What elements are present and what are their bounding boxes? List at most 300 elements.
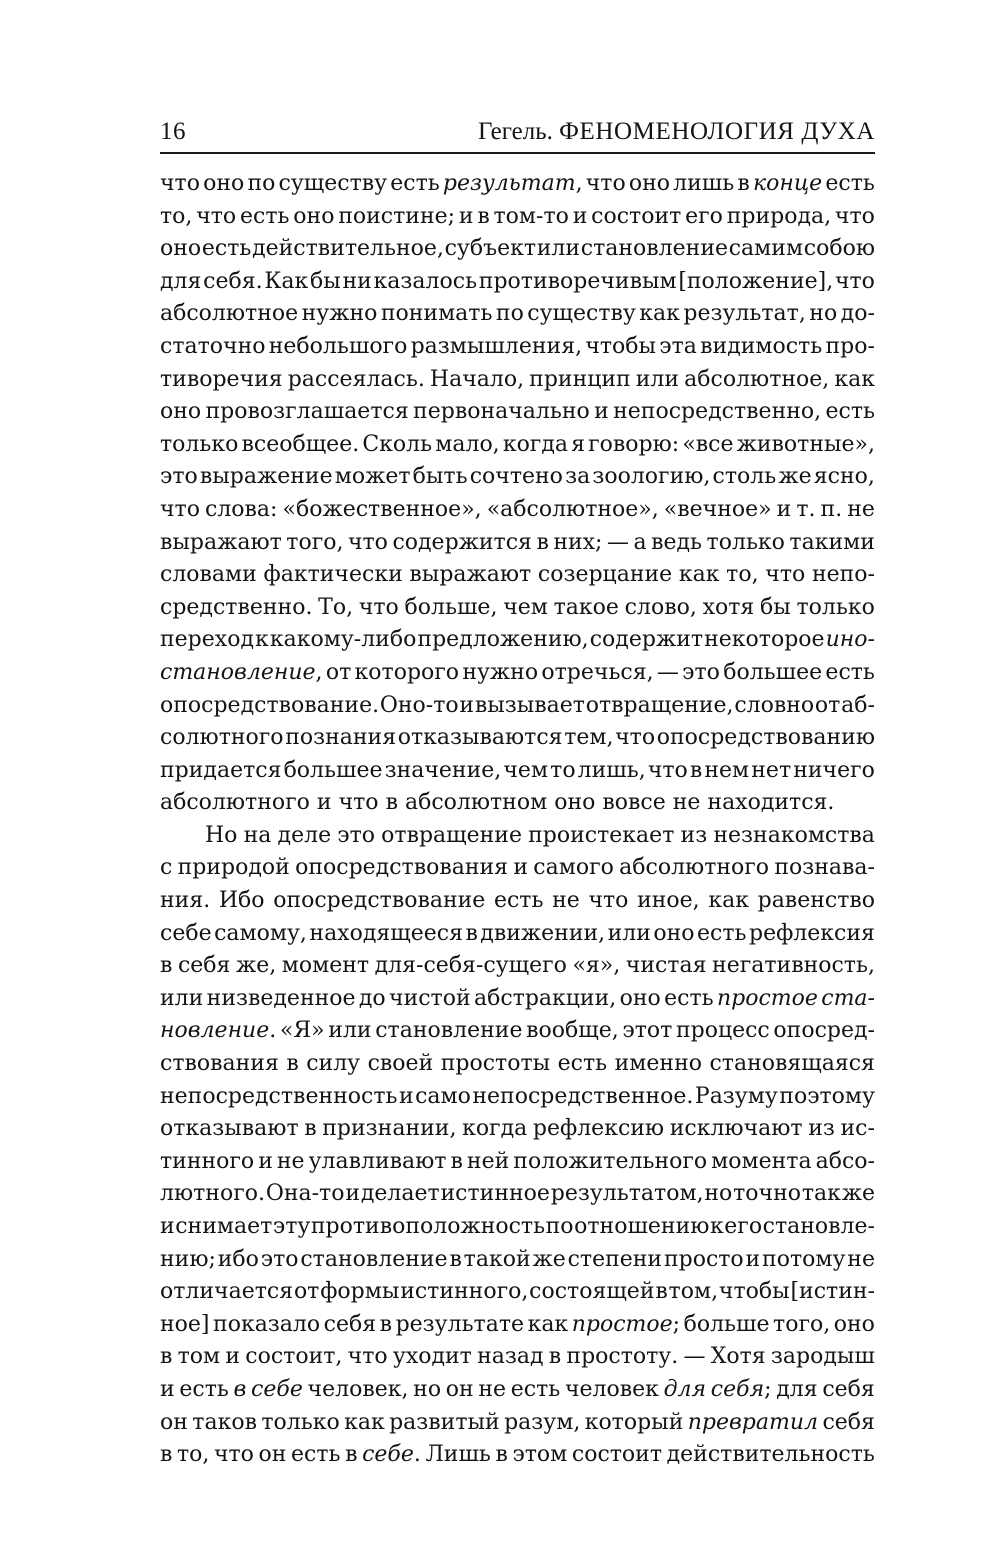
word: простое; xyxy=(571,1311,681,1337)
word: его xyxy=(685,203,723,229)
word: развитый xyxy=(389,1409,500,1435)
text-line xyxy=(160,201,875,234)
word: находящееся xyxy=(309,920,463,946)
word: положительного xyxy=(513,1148,708,1174)
word: что xyxy=(585,171,626,196)
text-line xyxy=(160,396,875,429)
word: для xyxy=(160,268,202,294)
word: из xyxy=(680,822,708,848)
word: или xyxy=(160,985,204,1011)
word: до xyxy=(358,985,386,1011)
word: может xyxy=(334,464,411,490)
word: низведенное xyxy=(206,985,356,1011)
running-header xyxy=(160,112,875,154)
word: непосредственно, xyxy=(613,399,822,425)
word: своей xyxy=(367,1051,434,1077)
word: что xyxy=(358,594,399,620)
word: мало, xyxy=(435,431,500,457)
word: такими xyxy=(789,529,875,555)
word: переход xyxy=(160,627,254,653)
word: из xyxy=(808,1116,835,1142)
word: когда xyxy=(502,431,568,457)
word: как xyxy=(639,301,680,327)
word: Как xyxy=(264,268,309,294)
word: чистая xyxy=(625,953,707,979)
book-page xyxy=(160,112,875,1472)
word xyxy=(753,168,822,201)
word xyxy=(826,624,875,657)
word: том, xyxy=(668,1279,719,1305)
word: результатом, xyxy=(550,1181,704,1207)
word: силу xyxy=(306,1051,361,1077)
word: что xyxy=(588,888,629,914)
word: существу xyxy=(527,301,636,327)
word: что xyxy=(615,725,656,751)
word: или xyxy=(607,920,651,946)
word: делает xyxy=(360,1181,440,1207)
word: природой xyxy=(177,855,290,881)
word: такой xyxy=(463,1246,531,1272)
word: ясно, xyxy=(813,464,875,490)
text-line xyxy=(160,1374,875,1407)
word: оно xyxy=(203,171,245,196)
text-line xyxy=(160,1113,875,1146)
word: он xyxy=(258,1442,287,1468)
word: движении, xyxy=(480,920,606,946)
italic-text: результат xyxy=(442,171,576,196)
word: истинное xyxy=(440,1181,550,1207)
word: не xyxy=(552,888,580,914)
word: собою xyxy=(803,236,875,262)
word xyxy=(251,1374,303,1407)
italic-text: себя xyxy=(710,1376,765,1402)
word: себя. xyxy=(203,268,263,294)
word: отношению xyxy=(574,1214,710,1239)
word: же xyxy=(841,1181,875,1207)
italic-text: себе xyxy=(362,1442,414,1468)
word: того, xyxy=(286,529,344,555)
word: оно xyxy=(160,236,202,262)
word: «Я» xyxy=(279,1018,325,1044)
word: в xyxy=(548,1344,562,1370)
word: ней xyxy=(466,1148,510,1174)
word: провозглашается xyxy=(205,399,409,425)
word: это xyxy=(337,822,375,848)
word: сочтено xyxy=(469,464,563,490)
italic-text: конце xyxy=(752,171,823,196)
word: какому-либо xyxy=(269,627,417,653)
text-line xyxy=(160,494,875,527)
word: действительное, xyxy=(252,236,444,262)
text-line xyxy=(160,820,875,853)
word: чем xyxy=(503,757,549,783)
word: простоту. xyxy=(566,1344,679,1370)
word: бы xyxy=(309,268,341,294)
word: и xyxy=(458,203,474,229)
word: есть xyxy=(291,1442,341,1468)
word: есть xyxy=(390,171,440,196)
word: словно xyxy=(734,692,815,718)
word: уходит xyxy=(392,1344,472,1370)
text-line xyxy=(160,983,875,1016)
word: рефлексия xyxy=(748,920,875,946)
word: ничего xyxy=(793,757,875,783)
word: которого xyxy=(354,659,460,685)
word: нужно xyxy=(301,301,378,327)
text-line xyxy=(160,461,875,494)
word: есть xyxy=(697,920,747,946)
word: исключают xyxy=(669,1116,803,1142)
word: есть xyxy=(179,1376,229,1402)
word: лишь xyxy=(673,171,735,196)
word: оно xyxy=(554,790,596,816)
page-number: 16 xyxy=(160,118,186,145)
word: противоречивым xyxy=(478,268,677,294)
word: что xyxy=(347,1344,388,1370)
italic-text: себе xyxy=(251,1376,303,1402)
word: момента xyxy=(711,1148,812,1174)
text-line xyxy=(160,364,875,397)
word: размышления, xyxy=(410,333,583,359)
word: — xyxy=(683,1344,706,1370)
word: чем xyxy=(503,594,548,620)
italic-text: в xyxy=(233,1376,247,1402)
word: первоначально xyxy=(413,399,590,425)
word: не xyxy=(847,1246,875,1272)
word: самому, xyxy=(214,920,307,946)
word: разум, xyxy=(504,1409,581,1435)
word: по xyxy=(495,301,524,327)
italic-text: для xyxy=(663,1376,707,1402)
word: есть xyxy=(510,1376,561,1402)
word: Разуму xyxy=(694,1083,778,1109)
word: принцип xyxy=(529,366,631,392)
word: этом xyxy=(512,1442,568,1468)
text-line xyxy=(160,755,875,788)
word: некоторое xyxy=(704,627,825,653)
word: рефлексию xyxy=(532,1116,665,1142)
word: до- xyxy=(840,301,875,327)
word: быть xyxy=(412,464,468,490)
word: в xyxy=(477,203,490,229)
word: отречься, xyxy=(541,659,654,685)
word: в xyxy=(449,1246,462,1272)
text-line xyxy=(160,1341,875,1374)
word: Ибо xyxy=(218,888,265,914)
word: это xyxy=(260,1246,299,1272)
word: же, xyxy=(235,953,277,979)
word: противоположность xyxy=(310,1214,546,1239)
word: хотя xyxy=(702,594,755,620)
word: от xyxy=(293,1279,320,1305)
word: самого xyxy=(533,855,614,881)
word: нию; xyxy=(160,1246,216,1272)
word: от xyxy=(325,659,352,685)
word: становление, xyxy=(160,659,323,685)
word: чтобы xyxy=(585,333,657,359)
word: состоящей xyxy=(529,1279,655,1305)
word: «все xyxy=(682,431,734,457)
word: слово, xyxy=(624,594,697,620)
word: и xyxy=(160,1376,175,1402)
text-line xyxy=(160,298,875,331)
word: за xyxy=(565,464,591,490)
word: про- xyxy=(825,333,875,359)
word: но xyxy=(413,1376,442,1402)
word: что xyxy=(765,562,806,588)
word: на xyxy=(243,822,272,848)
text-line xyxy=(160,690,875,723)
word: как xyxy=(527,1311,569,1337)
word: оно xyxy=(628,171,671,196)
word: поэтому xyxy=(779,1083,875,1109)
word: или xyxy=(635,366,680,392)
text-line xyxy=(160,331,875,364)
word: это xyxy=(160,464,198,490)
word: с xyxy=(160,855,173,881)
word: действительность xyxy=(666,1442,875,1468)
word: и xyxy=(258,1148,273,1174)
paragraph xyxy=(160,168,875,820)
word: средственно. xyxy=(160,594,313,620)
word: а xyxy=(633,529,647,555)
word: столь xyxy=(712,464,777,490)
word: же xyxy=(778,464,812,490)
word: что xyxy=(347,529,388,555)
word: только xyxy=(796,594,875,620)
word: незнакомства xyxy=(713,822,875,848)
word: предложению, xyxy=(417,627,589,653)
word: всеобщее. xyxy=(241,431,360,457)
word: он xyxy=(445,1376,474,1402)
word: казалось xyxy=(373,268,478,294)
word: отказывают xyxy=(160,1116,299,1142)
word: и xyxy=(345,1181,360,1207)
word: находится. xyxy=(707,790,835,816)
word: не xyxy=(847,496,875,522)
word: как xyxy=(708,888,749,914)
word: что xyxy=(160,496,200,522)
word: опосред- xyxy=(773,1018,875,1044)
word: в xyxy=(465,920,478,946)
word: что xyxy=(647,757,688,783)
word: то, xyxy=(176,1442,210,1468)
word: вызывает xyxy=(474,692,585,718)
word: результате xyxy=(395,1311,525,1337)
word: но xyxy=(704,1181,733,1207)
word: содержится xyxy=(392,529,532,555)
text-line xyxy=(160,1439,875,1472)
word: абсолютного xyxy=(160,790,310,816)
word: опосредствование xyxy=(273,888,486,914)
word: познания xyxy=(285,725,397,751)
word: что xyxy=(196,203,237,229)
word: больше xyxy=(683,1311,770,1337)
word: и xyxy=(745,1246,761,1272)
word: себе xyxy=(160,920,212,946)
word: Начало, xyxy=(429,366,525,392)
text-line xyxy=(160,885,875,918)
word: момент xyxy=(281,953,370,979)
text-line xyxy=(160,559,875,592)
word: абсо- xyxy=(815,1148,875,1174)
word: только xyxy=(706,529,785,555)
word: признании, xyxy=(322,1116,457,1142)
word: нужно xyxy=(462,659,539,685)
word: есть xyxy=(201,236,252,262)
word: и xyxy=(160,1214,175,1239)
word: абсолютном xyxy=(404,790,548,816)
word: Сколь xyxy=(362,431,433,457)
word: Лишь xyxy=(425,1442,491,1468)
word: состоит xyxy=(571,1442,663,1468)
word: ибо xyxy=(217,1246,259,1272)
word: что xyxy=(834,203,875,229)
word: непосредственность xyxy=(160,1083,398,1109)
word: выражают xyxy=(160,529,282,555)
text-line xyxy=(160,1244,875,1277)
word: который xyxy=(584,1409,684,1435)
italic-text: простое xyxy=(571,1311,673,1337)
word: его xyxy=(724,1214,763,1239)
word: нет xyxy=(751,757,792,783)
word: абсолютное xyxy=(160,301,299,327)
word: ния. xyxy=(160,888,211,914)
word: фактически xyxy=(263,562,403,588)
word: в xyxy=(379,1311,393,1337)
word: себя xyxy=(177,953,231,979)
word: состоит xyxy=(591,203,682,229)
word: что xyxy=(338,790,379,816)
word: абсолютное, xyxy=(684,366,830,392)
author-name: Гегель. xyxy=(478,118,553,145)
word: таков xyxy=(192,1409,257,1435)
word: не xyxy=(672,790,701,816)
word xyxy=(717,983,818,1016)
text-line xyxy=(160,1048,875,1081)
word: оно xyxy=(653,920,695,946)
word: деле xyxy=(277,822,332,848)
word: — xyxy=(656,659,679,685)
word: То, xyxy=(318,594,354,620)
word: ис- xyxy=(840,1116,875,1142)
word: ведь xyxy=(651,529,703,555)
italic-text: новление xyxy=(160,1018,270,1044)
word: чтобы xyxy=(718,1279,790,1305)
word: говорю: xyxy=(588,431,680,457)
text-line xyxy=(160,624,875,657)
word: — xyxy=(606,529,629,555)
word: есть xyxy=(664,985,714,1011)
word: большее xyxy=(283,757,383,783)
word: по xyxy=(545,1214,574,1239)
word: «абсолютное», xyxy=(486,496,659,522)
word: том xyxy=(177,1344,221,1370)
word: ни xyxy=(342,268,372,294)
word: назад xyxy=(477,1344,544,1370)
word: что xyxy=(160,171,200,196)
word: опосредствования xyxy=(295,855,509,881)
word xyxy=(234,1374,247,1407)
word: оно xyxy=(619,985,661,1011)
text-line xyxy=(160,1276,875,1309)
word: к xyxy=(255,627,269,653)
word: солютного xyxy=(160,725,284,751)
text-line xyxy=(160,852,875,885)
word: них; xyxy=(553,529,603,555)
word: больше, xyxy=(404,594,498,620)
word: снимает xyxy=(175,1214,273,1239)
word: абстракции, xyxy=(473,985,617,1011)
word: том-то xyxy=(493,203,569,229)
word: иное, xyxy=(637,888,700,914)
word: большее xyxy=(723,659,823,685)
word: оно xyxy=(160,399,202,425)
word: же xyxy=(532,1246,566,1272)
word: лютного. xyxy=(160,1181,265,1207)
word: животные», xyxy=(736,431,875,457)
word: опосредствование. xyxy=(160,692,380,718)
word: в xyxy=(450,1148,463,1174)
word: нем xyxy=(704,757,750,783)
text-line xyxy=(160,592,875,625)
italic-text: ста- xyxy=(821,985,875,1011)
word: субъект xyxy=(444,236,537,262)
word: к xyxy=(709,1214,724,1239)
italic-text: простое xyxy=(716,985,818,1011)
word: но xyxy=(809,301,838,327)
book-title xyxy=(478,118,875,146)
word: он xyxy=(160,1409,188,1435)
word: существу xyxy=(278,171,388,196)
word: Но xyxy=(205,822,238,848)
word: аб- xyxy=(841,692,875,718)
word: Оно-то xyxy=(379,692,459,718)
word: результат, xyxy=(442,171,583,196)
text-line xyxy=(160,918,875,951)
word: так xyxy=(801,1181,841,1207)
word: формы xyxy=(320,1279,400,1305)
word: в xyxy=(160,1442,173,1468)
text-line xyxy=(160,722,875,755)
word: того, xyxy=(773,1311,831,1337)
word xyxy=(664,1374,707,1407)
paragraph xyxy=(160,820,875,1472)
word: становление xyxy=(580,236,729,262)
word: бы xyxy=(760,594,791,620)
word xyxy=(688,1407,818,1440)
word: отвращение, xyxy=(585,692,734,718)
word: небольшого xyxy=(268,333,408,359)
word: видимость xyxy=(700,333,823,359)
word: улавливают xyxy=(308,1148,447,1174)
text-line xyxy=(160,1015,875,1048)
word: слова: xyxy=(205,496,278,522)
word: тиворечия xyxy=(160,366,283,392)
word xyxy=(821,983,875,1016)
word: т. xyxy=(796,496,816,522)
italic-text: превратил xyxy=(687,1409,819,1435)
word: или xyxy=(536,236,581,262)
text-line xyxy=(160,266,875,299)
word: в xyxy=(689,757,703,783)
word: тем, xyxy=(564,725,614,751)
word: в xyxy=(536,529,549,555)
word: отказываются xyxy=(397,725,563,751)
word: то, xyxy=(160,203,193,229)
text-line xyxy=(160,233,875,266)
word: зародыш xyxy=(770,1344,875,1370)
